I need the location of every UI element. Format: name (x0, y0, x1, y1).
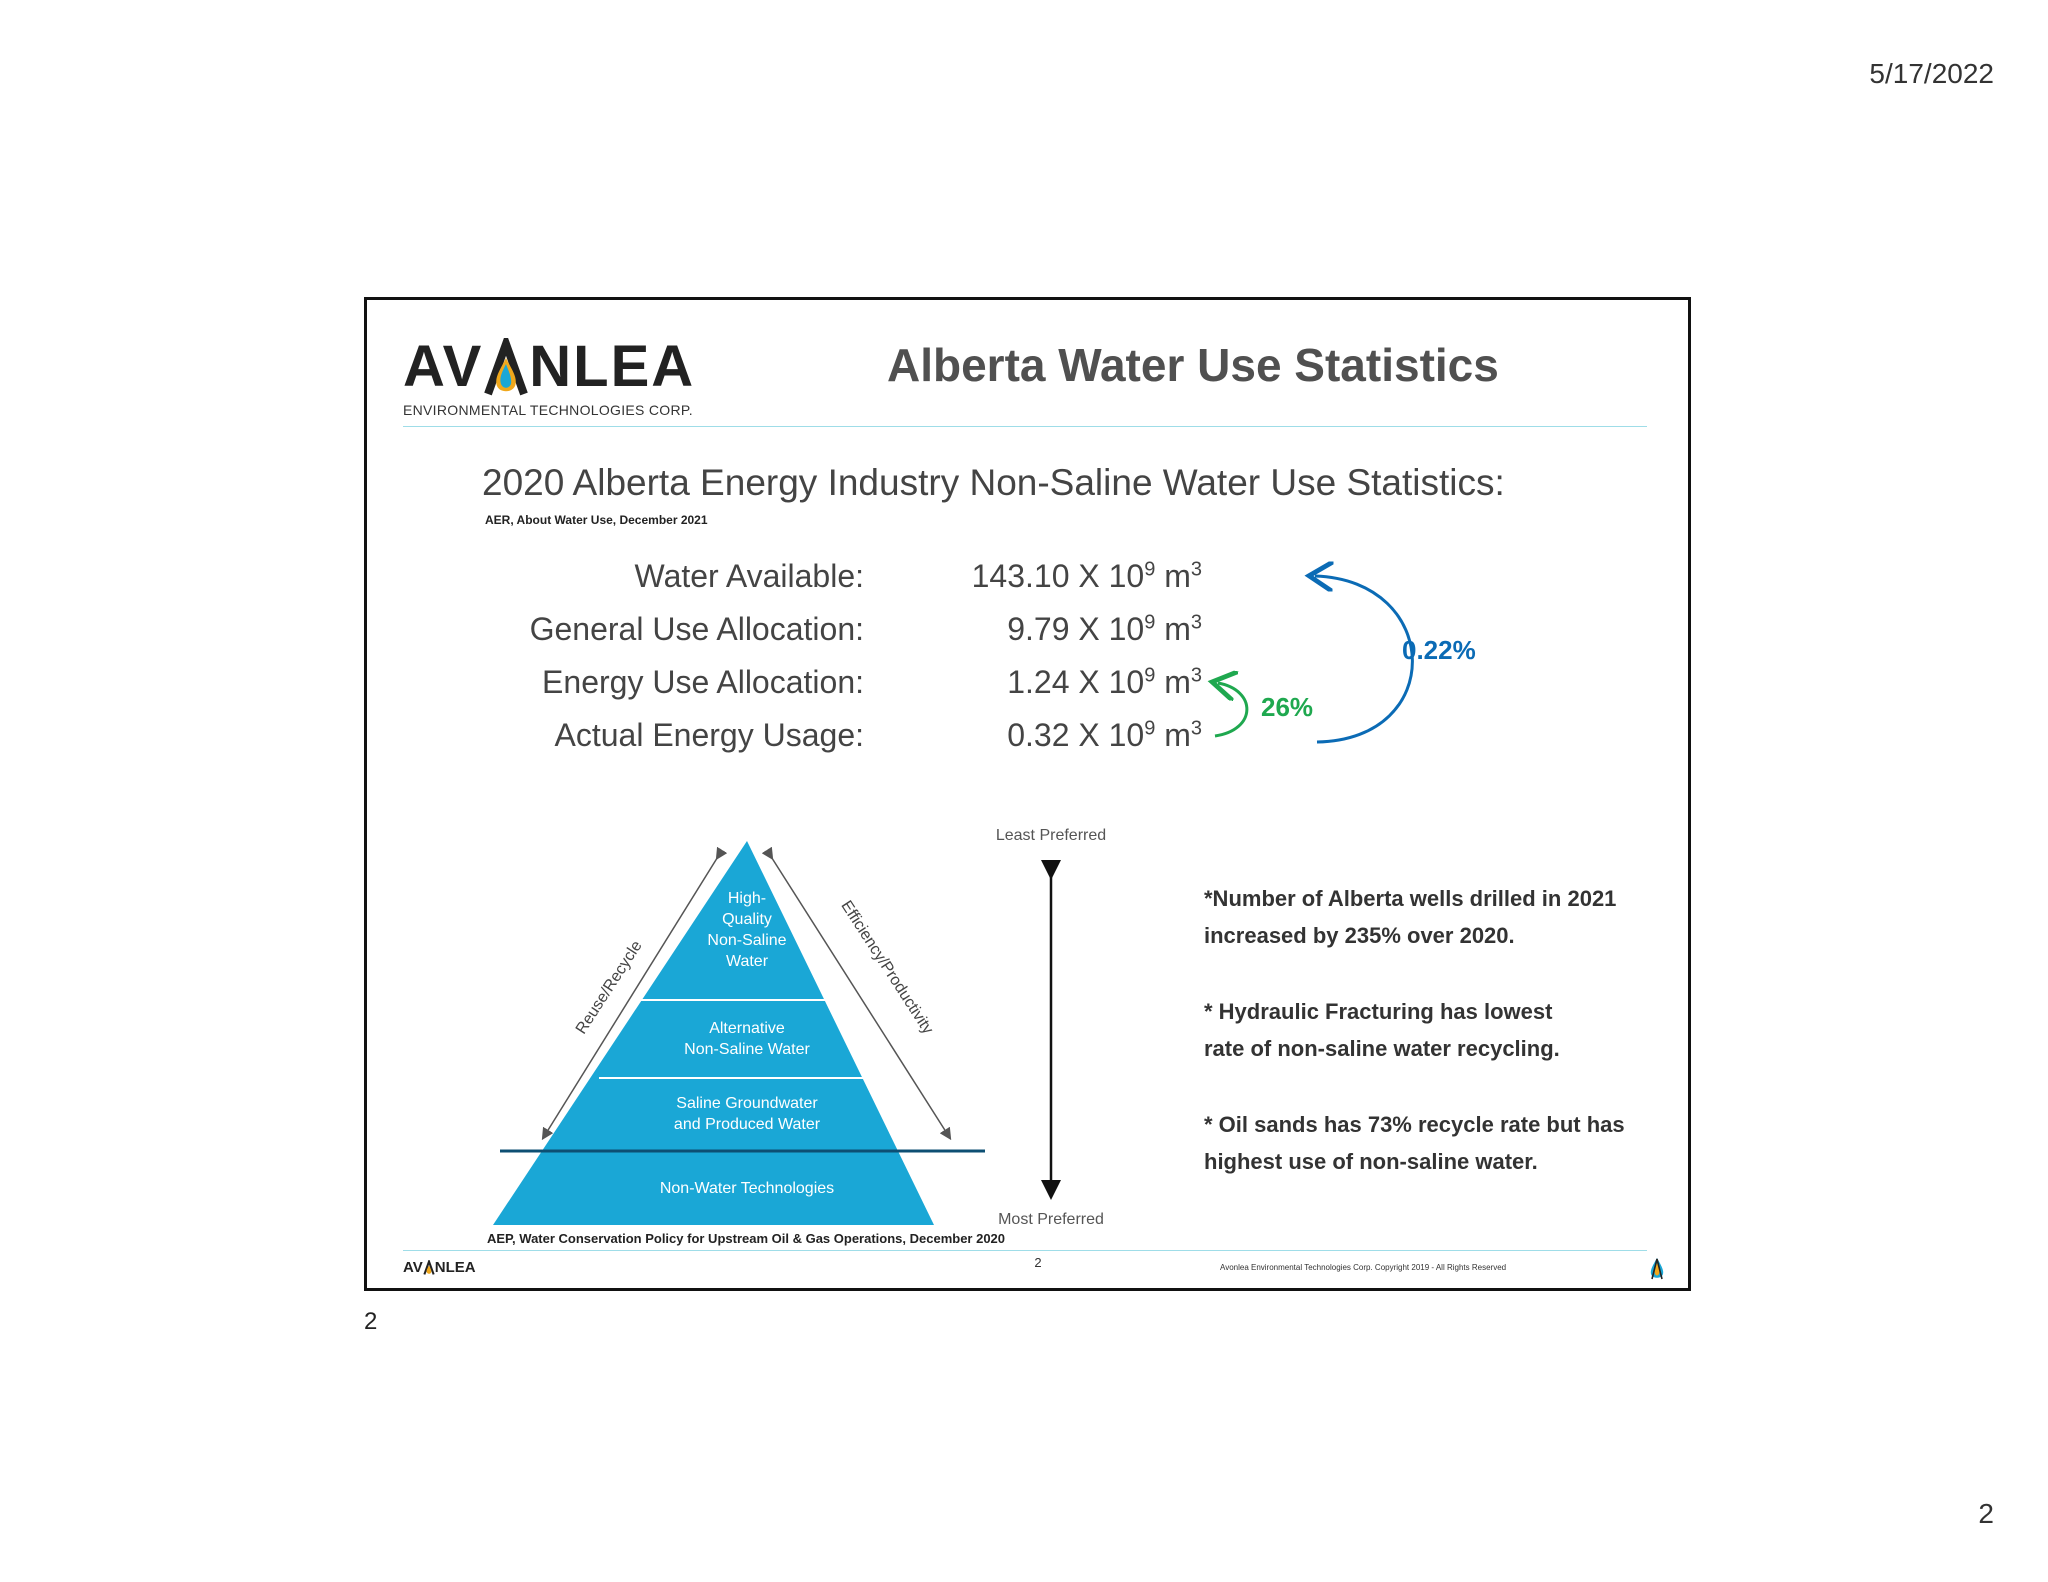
stat-value-water-available: 143.10 X $10^9$ $m^3$ (971, 558, 1202, 594)
stat-label-water-available: Water Available: (634, 558, 864, 594)
percent-blue: 0.22% (1402, 635, 1476, 665)
level1-line2: Quality (722, 911, 772, 928)
stat-value-actual-usage: 0.32 X $10^9$ $m^3$ (1007, 717, 1202, 753)
logo-text-right: NLEA (529, 334, 696, 399)
level3-line1: Saline Groundwater (676, 1095, 818, 1112)
level1-line4: Water (725, 953, 769, 970)
efficiency-label: Efficiency/Productivity (837, 897, 937, 1038)
source-citation-top: AER, About Water Use, December 2021 (485, 513, 708, 527)
stat-value-general-use: 9.79 X $10^9$ $m^3$ (1007, 611, 1202, 647)
percent-green: 26% (1261, 692, 1314, 722)
stat-label-energy-use: Energy Use Allocation: (542, 664, 864, 700)
least-preferred-label: Least Preferred (995, 827, 1107, 844)
level1-line3: Non-Saline (707, 932, 787, 949)
logo-text-left: AV (403, 334, 484, 399)
footer-logo-drop-icon (423, 1260, 435, 1276)
level1-line1: High- (727, 890, 767, 907)
date: 5/17/2022 (1869, 58, 1994, 89)
note-wells-drilled: *Number of Alberta wells drilled in 2021 increased by 235% over 2020. (1204, 886, 1617, 948)
reuse-recycle-label: Reuse/Recycle (572, 937, 646, 1038)
most-preferred-label: Most Preferred (998, 1211, 1104, 1228)
copyright-text: Avonlea Environmental Technologies Corp. Copyright 2019 - All Rights Reserved (1220, 1263, 1507, 1272)
source-citation-bottom: AEP, Water Conservation Policy for Upstream Oil & Gas Operations, December 2020 (487, 1231, 1006, 1246)
note-oil-sands: * Oil sands has 73% recycle rate but has highest use of non-saline water. (1204, 1112, 1625, 1174)
note-hydraulic-fracturing: * Hydraulic Fracturing has lowest rate of non-saline water recycling. (1204, 999, 1560, 1061)
level2-line1: Alternative (709, 1020, 785, 1037)
footer-logo: AV NLEA (403, 1259, 476, 1276)
stat-value-energy-use: 1.24 X $10^9$ $m^3$ (1007, 664, 1202, 700)
stat-label-general-use: General Use Allocation: (529, 611, 864, 647)
slide-title: Alberta Water Use Statistics (887, 339, 1499, 391)
footer-drop-icon (1649, 1257, 1665, 1281)
slide (364, 297, 1691, 1291)
level2-line2: Non-Saline Water (684, 1041, 810, 1058)
water-preference-pyramid (367, 300, 1688, 1240)
level3-line2: and Produced Water (673, 1116, 821, 1133)
logo-subtitle: ENVIRONMENTAL TECHNOLOGIES CORP. (403, 402, 693, 418)
footer-divider (403, 1250, 1647, 1251)
page-number-corner: 2 (1978, 1498, 1994, 1529)
section-subtitle: 2020 Alberta Energy Industry Non-Saline Water Use Statistics: (482, 462, 1505, 503)
slide-number: 2 (1034, 1255, 1042, 1270)
page-number-below-slide: 2 (364, 1308, 378, 1335)
stat-label-actual-usage: Actual Energy Usage: (554, 717, 864, 753)
level4-line1: Non-Water Technologies (659, 1180, 835, 1197)
